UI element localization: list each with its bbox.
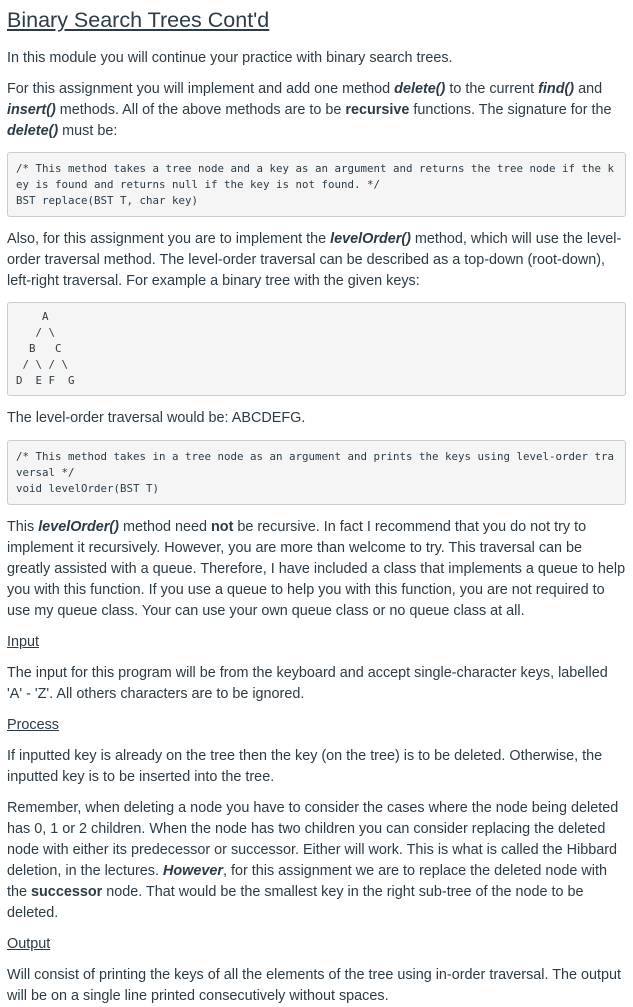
not-emphasis: not [210,519,234,535]
process-paragraph: If inputted key is already on the tree then the key (on the tree) is to be deleted. Otherwise, the inputted key is to be inserted into the tree. [7,748,603,785]
levelorder-method-name: levelOrder() [38,519,119,535]
however-emphasis: However [163,863,223,879]
delete-method-name: delete() [394,81,446,97]
page-title: Binary Search Trees Cont'd [7,8,270,32]
intro-paragraph: In this module you will continue your practice with binary search trees. [7,50,453,66]
remember-paragraph: Remember, when deleting a node you have to consider the cases where the node being deleted has 0, 1 or 2 children. When the node has two children you can consider replacing the deleted node with either its predecessor or successor. Either will work. This is what is called the Hibbard deletion, in the lectures. However, for this assignment we are to replace the deleted node with the successor node. That would be the smallest key in the right sub-tree of the node to be deleted. [7,800,619,921]
assignment-paragraph: For this assignment you will implement and add one method delete() to the current find() and insert() methods. All of the above methods are to be recursive functions. The signature for the delete() must be: [7,81,612,139]
output-heading: Output [7,936,51,952]
find-method-name: find() [538,81,575,97]
successor-emphasis: successor [31,884,103,900]
code-block-replace: /* This method takes a tree node and a key as an argument and returns the tree node if the key is found and returns null if the key is not found. */ BST replace(BST T, char key) [7,152,626,217]
insert-method-name: insert() [7,102,56,118]
output-paragraph: Will consist of printing the keys of all the elements of the tree using in-order traversal. The output will be on a single line printed consecutively without spaces. [7,967,622,1004]
level-order-paragraph: Also, for this assignment you are to implement the levelOrder() method, which will use the level-order traversal method. The level-order traversal can be described as a top-down (root-down), left-right traversal. For example a binary tree with the given keys: [7,231,622,289]
code-block-tree-diagram: A / \ B C / \ / \ D E F G [7,302,626,396]
code-block-levelorder: /* This method takes in a tree node as an argument and prints the keys using level-order traversal */ void levelOrder(BST T) [7,440,626,505]
levelorder-method-name: levelOrder() [330,231,411,247]
input-heading: Input [7,634,40,650]
traversal-result-paragraph: The level-order traversal would be: ABCDEFG. [7,410,306,426]
recursive-emphasis: recursive [345,102,410,118]
delete-method-name: delete() [7,123,59,139]
process-heading: Process [7,717,59,733]
queue-paragraph: This levelOrder() method need not be recursive. In fact I recommend that you do not try to implement it recursively. However, you are more than welcome to try. This traversal can be greatly assisted with a queue. Therefore, I have included a class that implements a queue to help you with this function. If you use a queue to help you with this function, you are not required to use my queue class. Your can use your own queue class or no queue class at all. [7,519,626,619]
input-paragraph: The input for this program will be from the keyboard and accept single-character keys, labelled 'A' - 'Z'. All others characters are to be ignored. [7,665,608,702]
